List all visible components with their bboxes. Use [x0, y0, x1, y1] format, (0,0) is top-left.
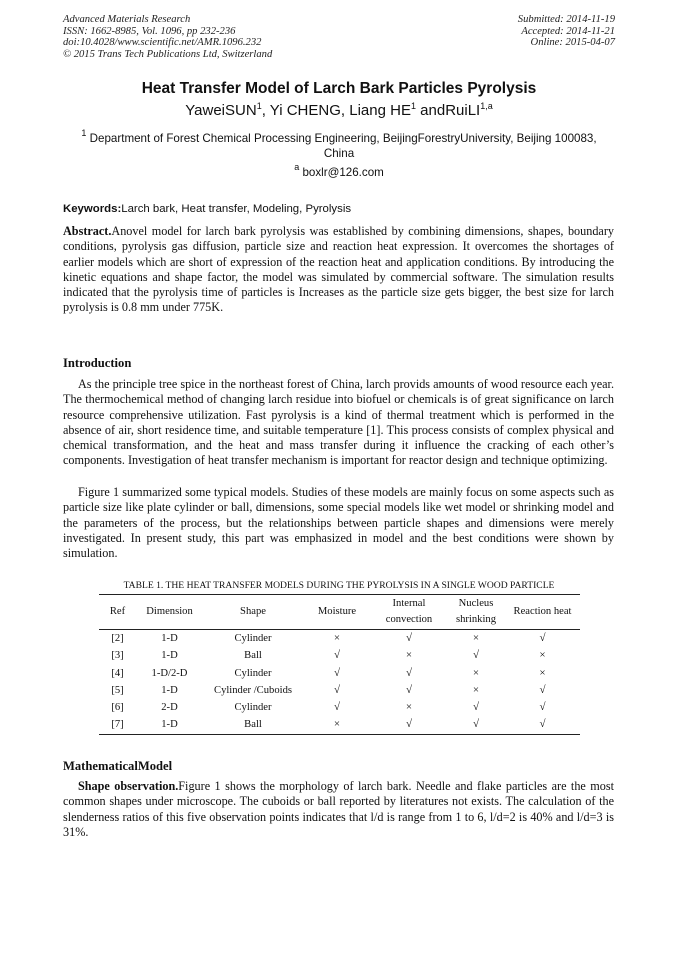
- table-cell: [6]: [111, 702, 124, 714]
- table-cell: √: [472, 701, 480, 714]
- table-cell: ×: [405, 701, 413, 714]
- table-cell: ×: [333, 632, 341, 644]
- models-table: [99, 594, 580, 735]
- author-name: Liang HE: [349, 102, 411, 119]
- table-header-row: [99, 595, 580, 630]
- accepted-date: Accepted: 2014-11-21: [521, 25, 615, 37]
- table-cell: ×: [539, 649, 546, 662]
- column-header: Ref: [99, 595, 136, 630]
- table-cell: Cylinder: [234, 667, 272, 679]
- table-cell: ×: [472, 666, 480, 679]
- table-cell: √: [447, 716, 505, 734]
- table-caption: TABLE 1. THE HEAT TRANSFER MODELS DURING THE PYROLYSIS IN A SINGLE WOOD PARTICLE: [123, 580, 555, 591]
- table-cell: ×: [539, 666, 546, 679]
- affiliation: $^1$ Department of Forest Chemical Processing Engineering, BeijingForestryUniversity, Beijing 100083, China: [81, 128, 597, 160]
- keywords: [63, 202, 351, 217]
- table-cell: Cylinder /Cuboids: [214, 684, 292, 696]
- table-cell: √: [333, 666, 341, 679]
- issn-line: ISSN: 1662-8985, Vol. 1096, pp 232-236: [63, 25, 236, 37]
- author-name: RuiLI: [445, 102, 481, 119]
- author-name: Yi CHENG: [269, 102, 341, 119]
- journal-name: Advanced Materials Research: [63, 14, 191, 25]
- paragraph: As the principle tree spice in the northeast forest of China, larch provids amounts of wood resource each year. The thermochemical method of changing larch residue into biofuel or chemicals is of great significance on larch resource comprehensive utilization. Fast pyrolysis is a kind of thermal treatment which is performed in the absence of air, short residence time, and suitable temperature [1]. This process consists of complex physical and chemical transformation, and the heat and mass transfer during it influence the cracking of each other’s components. Investigation of heat transfer mechanism is important for reactor design and technique optimizing.: [63, 377, 614, 468]
- column-header: Reaction heat: [505, 595, 580, 630]
- table-cell: √: [371, 716, 447, 734]
- column-header: Internal convection: [371, 595, 447, 630]
- table-cell: √: [539, 701, 546, 714]
- table-cell: √: [405, 683, 413, 696]
- table-cell: ×: [303, 716, 371, 734]
- paragraph: Figure 1 summarized some typical models. Studies of these models are mainly focus on some aspects such as particle size like plate cylinder or ball, dimensions, some special models like wet model or shrinking model and the parameters of the process, but the relationships between particle shapes and dimensions were merely investigated. In present study, this part was emphasized in model and the best conditions were shown by simulation.: [63, 485, 614, 561]
- table-cell: 2-D: [161, 702, 178, 714]
- online-date: Online: 2015-04-07: [530, 37, 615, 49]
- table-cell: 1-D/2-D: [151, 667, 188, 679]
- abstract-text: Anovel model for larch bark pyrolysis was established by combining dimensions, shapes, boundary conditions, pyrolysis gas diffusion, particle size and reaction heat expression. It overcomes the shortages of earlier models which are short of expression of the reaction heat and application conditions. By introducing the kinetic equations and shape factor, the model was simulated by commercial software. The simulation results indicated that the pyrolysis time of particles is Increases as the particle size gets bigger, the best size for larch pyrolysis is 0.8 mm under 775K.: [63, 224, 614, 315]
- table-cell: √: [333, 649, 341, 662]
- section-heading-mathematical-model: MathematicalModel: [63, 759, 173, 773]
- column-header: Shape: [203, 595, 303, 630]
- table-cell: √: [505, 716, 580, 734]
- abstract: [63, 224, 614, 316]
- author-name: YaweiSUN: [185, 102, 257, 119]
- doi-line: doi:10.4028/www.scientific.net/AMR.1096.232: [63, 37, 262, 49]
- table-cell: [5]: [111, 684, 124, 696]
- table-cell: √: [405, 632, 413, 644]
- submitted-date: Submitted: 2014-11-19: [517, 14, 615, 25]
- paper-title: Heat Transfer Model of Larch Bark Particles Pyrolysis: [141, 80, 537, 97]
- table-row: [99, 630, 580, 648]
- keywords-label: Keywords:: [63, 203, 122, 215]
- table-cell: Ball: [244, 650, 262, 662]
- abstract-label: Abstract.: [63, 224, 112, 238]
- table-cell: 1-D: [161, 684, 178, 696]
- table-cell: √: [539, 632, 546, 644]
- table-cell: ×: [405, 649, 413, 662]
- table-cell: √: [333, 683, 341, 696]
- shape-observation-label: Shape observation.: [78, 779, 179, 793]
- table-row: [99, 682, 580, 699]
- table-cell: ×: [472, 683, 480, 696]
- table-row: [99, 647, 580, 664]
- author-affil-mark: 1,a: [480, 101, 493, 111]
- keywords-text: Larch bark, Heat transfer, Modeling, Pyrolysis: [121, 203, 352, 215]
- table-row: [99, 665, 580, 682]
- table-cell: Ball: [203, 716, 303, 734]
- copyright-line: © 2015 Trans Tech Publications Ltd, Switzerland: [63, 49, 273, 61]
- table-cell: [2]: [111, 633, 124, 644]
- table-row: [99, 716, 580, 734]
- author-affil-mark: 1: [410, 101, 416, 111]
- table-cell: √: [472, 649, 480, 662]
- table-cell: ×: [472, 632, 480, 644]
- author-affil-mark: 1: [256, 101, 262, 111]
- table-cell: 1-D: [136, 716, 203, 734]
- table-cell: √: [539, 683, 546, 696]
- column-header: Nucleus shrinking: [447, 595, 505, 630]
- table-cell: [3]: [111, 650, 124, 662]
- table-cell: Cylinder: [234, 633, 272, 644]
- column-header: Moisture: [303, 595, 371, 630]
- table-cell: 1-D: [161, 633, 178, 644]
- table-row: [99, 699, 580, 716]
- contact-email: $^a$ boxlr@126.com: [294, 162, 384, 179]
- author-list: YaweiSUN$^1$, Yi CHENG, Liang $HE^1$ andRuiLI$^{1,a}$: [185, 101, 493, 119]
- table-cell: √: [405, 666, 413, 679]
- table-cell: [7]: [99, 716, 136, 734]
- shape-observation-text: Figure 1 shows the morphology of larch bark. Needle and flake particles are the most common shapes under microscope. The cuboids or ball reported by literatures not exists. The calculation of the slenderness ratios of this five observation points indicates that l/d is range from 1 to 6, l/d=2 is 40% and l/d=3 is 31%.: [63, 779, 614, 839]
- table-cell: √: [333, 701, 341, 714]
- column-header: Dimension: [136, 595, 203, 630]
- table-cell: [4]: [111, 667, 124, 679]
- dates-info: [518, 14, 615, 49]
- journal-info: [63, 14, 272, 61]
- paragraph: [63, 779, 614, 840]
- table-cell: Cylinder: [234, 702, 272, 714]
- table-cell: 1-D: [161, 650, 178, 662]
- section-heading-introduction: Introduction: [63, 356, 132, 370]
